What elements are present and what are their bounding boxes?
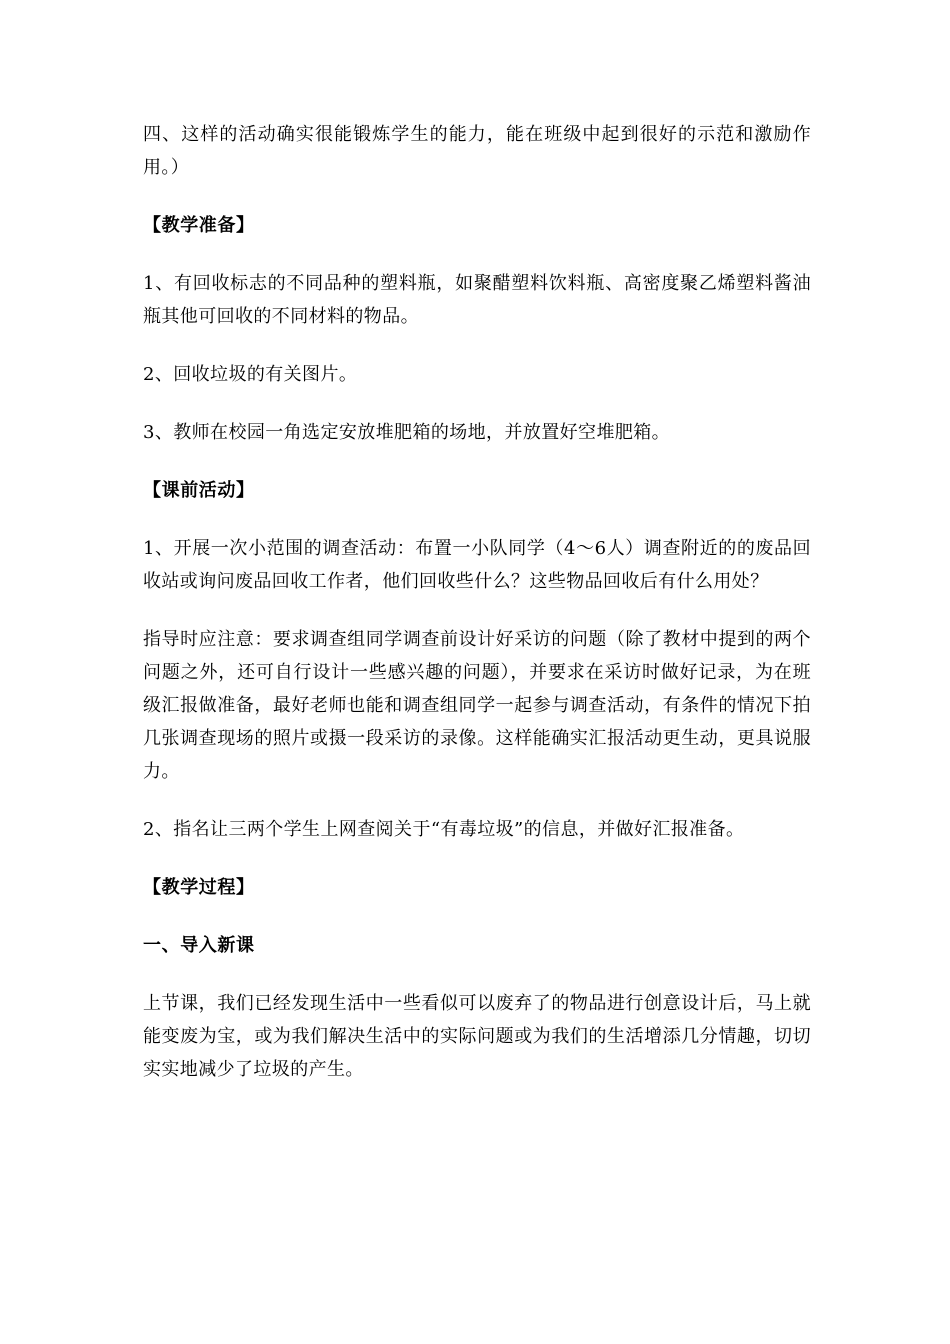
- activity-guidance-paragraph: 指导时应注意：要求调查组同学调查前设计好采访的问题（除了教材中提到的两个问题之外，还可自行设计一些感兴趣的问题），并要求在采访时做好记录，为在班级汇报做准备，最好老师也能和调查组同学一起参与调查活动，有条件的情况下拍几张调查现场的照片或摄一段采访的录像。这样能确实汇报活动更生动，更具说服力。: [143, 629, 811, 782]
- preparation-item-1: 1、有回收标志的不同品种的塑料瓶，如聚醋塑料饮料瓶、高密度聚乙烯塑料酱油瓶其他可回收的不同材料的物品。: [143, 273, 811, 327]
- intro-paragraph: 四、这样的活动确实很能锻炼学生的能力，能在班级中起到很好的示范和激励作用。）: [143, 124, 811, 178]
- section-heading-teaching-process: 【教学过程】: [143, 877, 255, 898]
- subheading-introduce-new-lesson: 一、导入新课: [143, 935, 255, 956]
- activity-item-1: 1、开展一次小范围的调查活动：布置一小队同学（4～6人）调查附近的的废品回收站或询问废品回收工作者，他们回收些什么？这些物品回收后有什么用处？: [143, 538, 811, 592]
- activity-item-2: 2、指名让三两个学生上网查阅关于“有毒垃圾”的信息，并做好汇报准备。: [143, 819, 745, 840]
- preparation-item-3: 3、教师在校园一角选定安放堆肥箱的场地，并放置好空堆肥箱。: [143, 422, 671, 443]
- preparation-item-2: 2、回收垃圾的有关图片。: [143, 364, 358, 385]
- section-heading-teaching-preparation: 【教学准备】: [143, 215, 255, 236]
- document-page: [143, 118, 811, 1086]
- lesson-intro-paragraph: 上节课，我们已经发现生活中一些看似可以废弃了的物品进行创意设计后，马上就能变废为宝，或为我们解决生活中的实际问题或为我们的生活增添几分情趣，切切实实地减少了垃圾的产生。: [143, 993, 811, 1080]
- section-heading-pre-class-activity: 【课前活动】: [143, 480, 255, 501]
